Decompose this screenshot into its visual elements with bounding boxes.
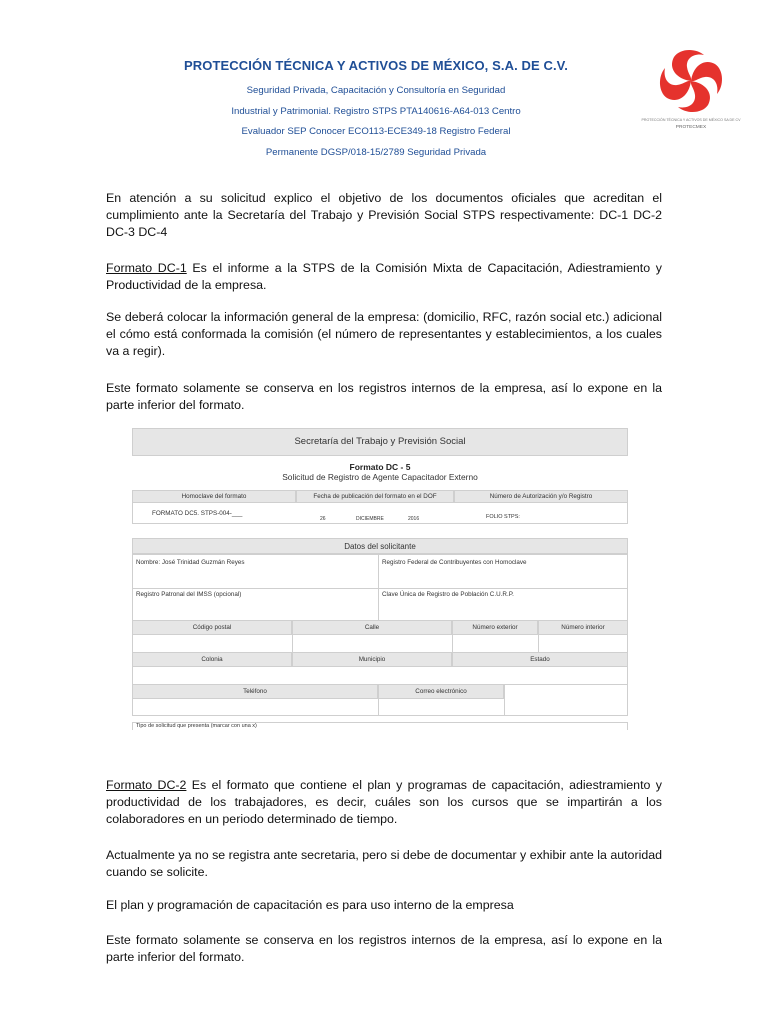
dc2-internal-paragraph: El plan y programación de capacitación es para uso interno de la empresa [106, 898, 514, 912]
company-name: PROTECCIÓN TÉCNICA Y ACTIVOS DE MÉXICO, S.A. DE C.V. [184, 58, 568, 73]
form-colonia: Colonia [132, 652, 292, 667]
dc2-detail-paragraph: Actualmente ya no se registra ante secretaria, pero si debe de documentar y exhibir ante la autoridad cuando se solicite. [106, 848, 662, 879]
header-line-4: Permanente DGSP/018-15/2789 Seguridad Privada [265, 146, 487, 158]
letterhead [150, 58, 602, 163]
dc1-detail-paragraph: Se deberá colocar la información general de la empresa: (domicilio, RFC, razón social etc.) adicional el cómo está conformada la comisión (el número de representantes y establecimientos, a los cuales va a regir). [106, 310, 662, 358]
form-correo: Correo electrónico [378, 684, 504, 699]
dc1-paragraph [106, 260, 662, 294]
dc2-note-paragraph: Este formato solamente se conserva en los registros internos de la empresa, así lo expone en la parte inferior del formato. [106, 933, 662, 964]
company-logo [636, 46, 746, 142]
form-divider [538, 635, 539, 652]
logo-name: PROTECMEX [675, 125, 707, 130]
dc1-note-paragraph: Este formato solamente se conserva en los registros internos de la empresa, así lo expone en la parte inferior del formato. [106, 381, 662, 412]
form-divider [378, 699, 379, 716]
form-curp: Clave Única de Registro de Población C.U.R.P. [382, 591, 514, 598]
form-col-homoclave: Homoclave del formato [132, 490, 296, 503]
form-col-fecha: Fecha de publicación del formato en el DOF [296, 490, 454, 503]
form-calle: Calle [292, 620, 452, 635]
dc1-label: Formato DC-1 [106, 261, 187, 275]
dc2-label: Formato DC-2 [106, 778, 187, 792]
swirl-logo-icon [656, 46, 726, 116]
header-line-1: Seguridad Privada, Capacitación y Consultoría en Seguridad [246, 85, 506, 96]
form-col-autorizacion: Número de Autorización y/o Registro [454, 490, 628, 503]
form-subtitle: Solicitud de Registro de Agente Capacitador Externo [282, 472, 478, 482]
dc5-form-image [132, 426, 628, 730]
form-nombre: Nombre: José Trinidad Guzmán Reyes [136, 559, 245, 566]
intro-paragraph: En atención a su solicitud explico el objetivo de los documentos oficiales que acreditan el cumplimiento ante la Secretaría del Trabajo y Previsión Social STPS respectivamente: DC-1 DC-2 DC-3 DC-4 [106, 191, 662, 239]
form-divider [504, 684, 505, 716]
form-divider [452, 635, 453, 652]
form-tipo: Tipo de solicitud que presenta (marcar con una x) [136, 723, 257, 729]
logo-tagline: PROTECCIÓN TÉCNICA Y ACTIVOS DE MÉXICO SA DE CV [641, 118, 741, 122]
dc1-text: Es el informe a la STPS de la Comisión Mixta de Capacitación, Adiestramiento y Productividad de la empresa. [106, 261, 662, 292]
form-num-ext: Número exterior [452, 620, 538, 635]
form-num-int: Número interior [538, 620, 628, 635]
form-year-value: 2016 [408, 516, 420, 522]
form-rfc: Registro Federal de Contribuyentes con Homoclave [382, 559, 527, 566]
form-ministry: Secretaría del Trabajo y Previsión Social [132, 428, 628, 456]
form-divider [132, 588, 628, 589]
form-folio-value: FOLIO STPS: [486, 514, 520, 520]
form-section-title: Datos del solicitante [132, 538, 628, 554]
form-municipio: Municipio [292, 652, 452, 667]
form-cp: Código postal [132, 620, 292, 635]
header-line-3: Evaluador SEP Conocer ECO113-ECE349-18 Registro Federal [241, 126, 511, 137]
header-line-2: Industrial y Patrimonial. Registro STPS PTA140616-A64-013 Centro [231, 105, 521, 117]
form-day-value: 26 [320, 516, 326, 522]
dc2-paragraph [106, 777, 662, 827]
form-code: Formato DC - 5 [349, 462, 411, 472]
form-estado: Estado [452, 652, 628, 667]
dc2-text: Es el formato que contiene el plan y programas de capacitación, adiestramiento y productividad de los trabajadores, es decir, cuáles son los cursos que se impartirán a los colaboradores en un periodo determinado de tiempo. [106, 778, 662, 826]
form-imss: Registro Patronal del IMSS (opcional) [136, 591, 242, 598]
form-month-value: DICIEMBRE [356, 516, 384, 522]
form-divider [292, 635, 293, 652]
form-telefono: Teléfono [132, 684, 378, 699]
form-homoclave-value: FORMATO DC5. STPS-004-___ [152, 510, 243, 517]
